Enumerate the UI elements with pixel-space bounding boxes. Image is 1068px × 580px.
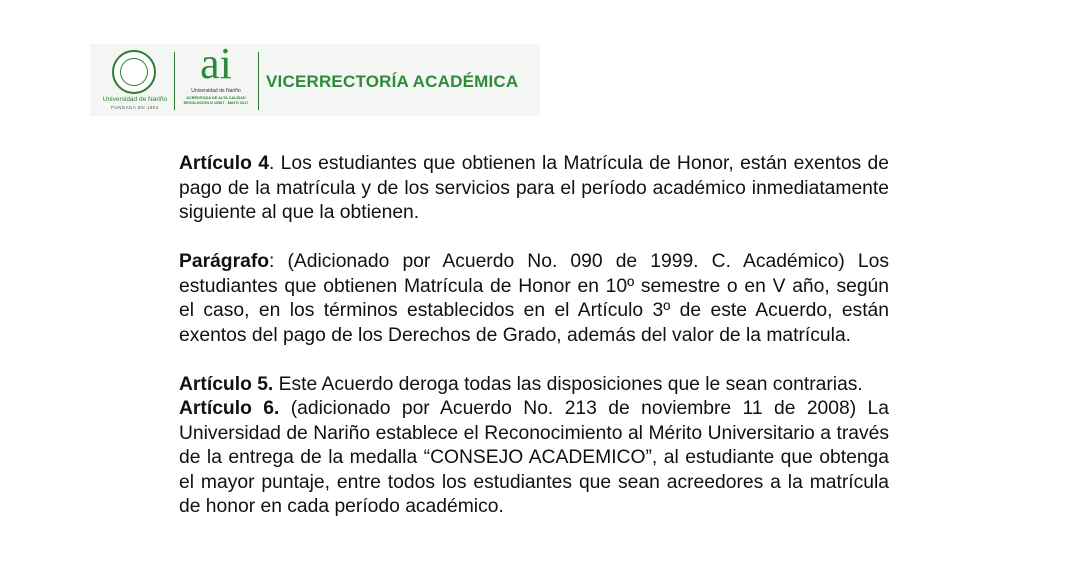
accreditation-resolution-line-2: RESOLUCIÓN N 10567 - MAYO 2017 (183, 100, 249, 105)
article-5 (179, 373, 889, 398)
article-5-label: Artículo 5. (179, 373, 274, 395)
accreditation-resolution-line-1: ACREDITADA DE ALTA CALIDAD (186, 96, 246, 100)
founded-caption: FUNDADA EN 1904 (111, 105, 159, 110)
document-body (179, 152, 889, 520)
header-divider (258, 52, 259, 110)
article-4-label: Artículo 4 (179, 153, 269, 174)
accreditation-resolution (182, 96, 250, 105)
article-4 (179, 152, 889, 226)
accreditation-logo: ai (200, 39, 232, 88)
header-divider (174, 52, 175, 110)
paragraph-clause (179, 250, 889, 348)
article-6 (179, 397, 889, 520)
university-caption: Universidad de Nariño (102, 96, 168, 103)
document-header (90, 39, 540, 116)
article-4-text: . Los estudiantes que obtienen la Matrícula de Honor, están exentos de pago de la matrícula y de los servicios para el período académico inmediatamente siguiente al que la obtienen. (179, 153, 890, 223)
seal-inner-ring (120, 58, 148, 86)
article-6-text: (adicionado por Acuerdo No. 213 de noviembre 11 de 2008) La Universidad de Nariño establece el Reconocimiento al Mérito Universitario a través de la entrega de la medalla “CONSEJO ACADEMICO”, al estudiante que obtenga el mayor puntaje, entre todos los estudiantes que sean acreedores a la matrícula de honor en cada período académico. (179, 398, 890, 517)
accreditation-caption: Universidad de Nariño (191, 88, 241, 94)
article-5-text: Este Acuerdo deroga todas las disposiciones que le sean contrarias. (273, 373, 863, 395)
article-6-label: Artículo 6. (179, 398, 280, 419)
paragraph-text: : (Adicionado por Acuerdo No. 090 de 1999. C. Académico) Los estudiantes que obtienen Matrícula de Honor en 10º semestre o en V año, según el caso, en los términos establecidos en el Artículo 3º de este Acuerdo, están exentos del pago de los Derechos de Grado, además del valor de la matrícula. (179, 251, 889, 346)
unit-name: VICERRECTORÍA ACADÉMICA (266, 72, 519, 91)
university-seal-icon (112, 50, 156, 94)
paragraph-label: Parágrafo (179, 251, 270, 272)
